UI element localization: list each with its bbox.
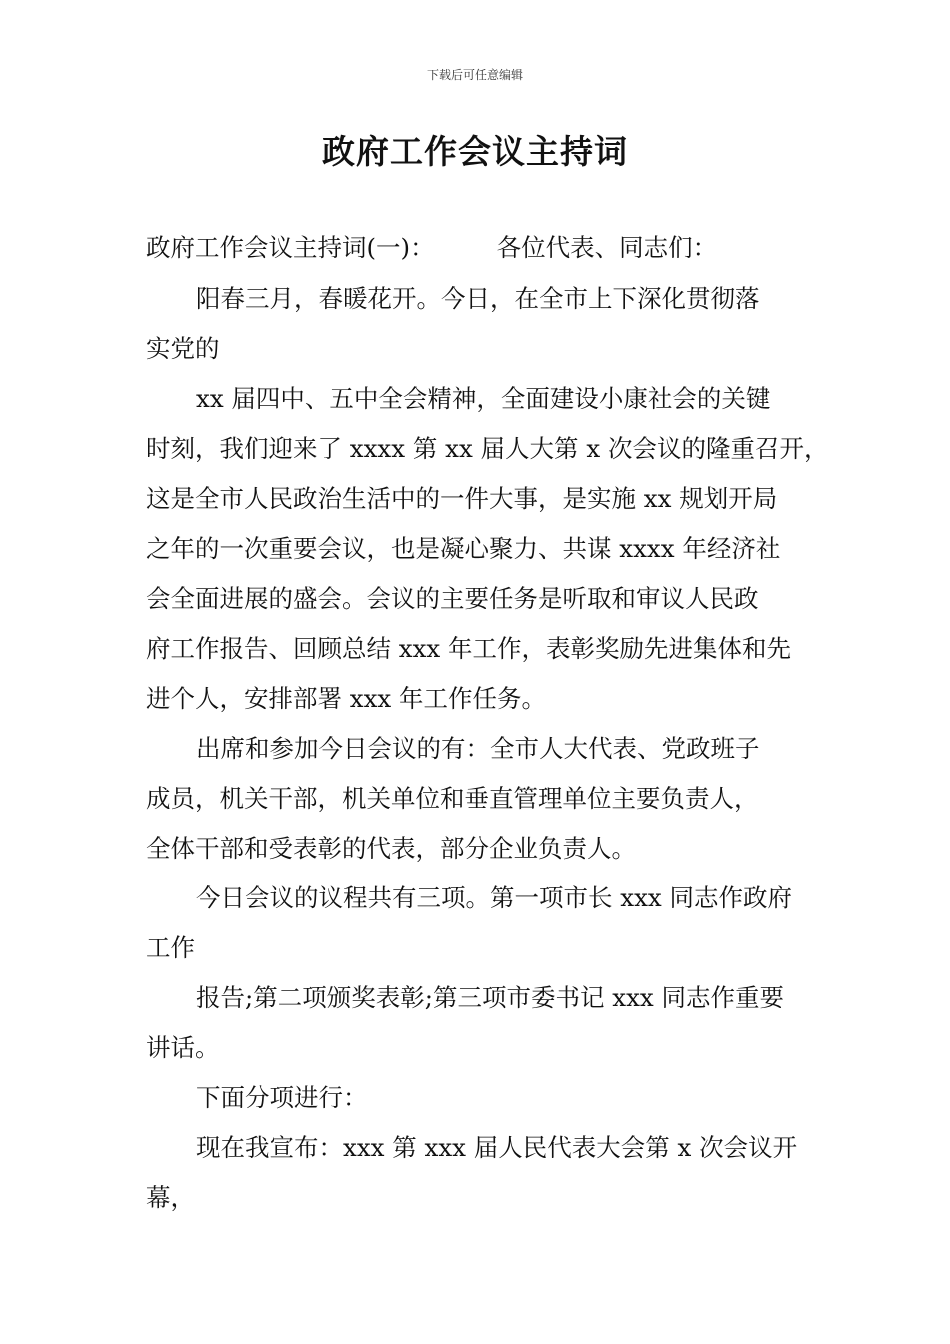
body-line: 今日会议的议程共有三项。第一项市长 xxx 同志作政府 [196,883,793,912]
body-line: 阳春三月，春暖花开。今日，在全市上下深化贯彻落 [196,284,760,313]
body-line: 现在我宣布：xxx 第 xxx 届人民代表大会第 x 次会议开 [196,1133,798,1162]
body-line: 之年的一次重要会议，也是凝心聚力、共谋 xxxx 年经济社 [146,534,781,563]
body-line: 府工作报告、回顾总结 xxx 年工作，表彰奖励先进集体和先 [146,634,792,663]
body-line: 进个人，安排部署 xxx 年工作任务。 [146,684,547,713]
body-line: xx 届四中、五中全会精神，全面建设小康社会的关键 [196,384,771,413]
body-line: 实党的 [146,334,220,363]
body-line: 工作 [146,933,195,962]
header-note: 下载后可任意编辑 [426,68,523,82]
opening-line [146,233,717,263]
salutation: 各位代表、同志们： [496,233,718,262]
body-line: 幕， [146,1183,195,1212]
body-line: 会全面进展的盛会。会议的主要任务是听取和审议人民政 [146,584,759,613]
subtitle-label: 政府工作会议主持词(一)： [146,233,435,262]
document-title: 政府工作会议主持词 [322,132,628,171]
body-line: 这是全市人民政治生活中的一件大事，是实施 xx 规划开局 [146,484,778,513]
body-line: 时刻，我们迎来了 xxxx 第 xx 届人大第 x 次会议的隆重召开， [146,434,829,463]
body-line: 讲话。 [146,1033,220,1062]
body-line: 成员，机关干部，机关单位和垂直管理单位主要负责人， [146,784,759,813]
body-line: 全体干部和受表彰的代表，部分企业负责人。 [146,834,636,863]
body-line: 出席和参加今日会议的有：全市人大代表、党政班子 [196,734,760,763]
body-line: 下面分项进行： [196,1083,368,1112]
body-line: 报告;第二项颁奖表彰;第三项市委书记 xxx 同志作重要 [196,983,785,1012]
